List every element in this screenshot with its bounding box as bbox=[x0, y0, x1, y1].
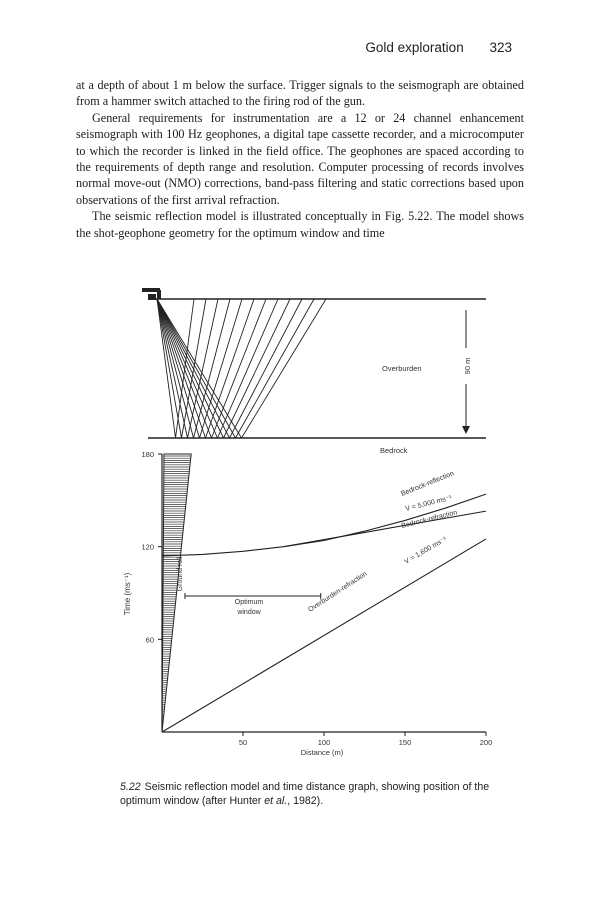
caption-text: Seismic reflection model and time distance graph, showing position of the optimum window (after Hunter bbox=[120, 781, 490, 807]
y-tick-label: 60 bbox=[145, 635, 154, 645]
caption-figure-number: 5.22 bbox=[120, 781, 141, 793]
paragraph: at a depth of about 1 m below the surface. Trigger signals to the seismograph are obtained from a hammer switch attached to the firing rod of the gun. bbox=[76, 78, 524, 109]
v-overburden-label: V = 1,600 ms⁻¹ bbox=[403, 535, 449, 566]
time-distance-chart bbox=[123, 450, 492, 757]
ray-path-down bbox=[157, 299, 188, 438]
caption-text-end: , 1982). bbox=[287, 795, 324, 807]
y-tick-label: 120 bbox=[141, 542, 154, 552]
ground-roll-label: Ground roll bbox=[177, 556, 184, 592]
x-tick-label: 200 bbox=[479, 738, 493, 747]
chapter-title: Gold exploration bbox=[365, 40, 464, 55]
paragraph: General requirements for instrumentation are a 12 or 24 channel enhancement seismograph with 100 Hz geophones, a digital tape cassette recorder, and a microcomputer to which the recorder is linked in the field office. The geophones are spaced according to the requirements of depth range and resolution. Computer processing of records involves normal move-out (NMO) corrections, band-pass filtering and static corrections based upon observations of the first arrival refraction. bbox=[76, 110, 524, 207]
x-axis-label: Distance (m) bbox=[300, 748, 344, 757]
figure-caption bbox=[120, 780, 500, 808]
optimum-window-label-line1: Optimum bbox=[234, 599, 264, 606]
x-tick-label: 50 bbox=[238, 738, 248, 747]
optimum-window-label-line2: window bbox=[237, 609, 261, 616]
series-lines bbox=[162, 494, 486, 732]
ray-path-up bbox=[200, 299, 243, 438]
overburden-label: Overburden bbox=[382, 364, 422, 373]
ray-path-down bbox=[157, 299, 206, 438]
page-number: 323 bbox=[489, 40, 512, 55]
y-tick-label: 180 bbox=[141, 450, 154, 459]
ray-path-up bbox=[242, 299, 327, 438]
figure-5-22 bbox=[110, 282, 500, 760]
bedrock-reflection-label: Bedrock-reflection bbox=[400, 470, 456, 498]
shot-point-icon bbox=[142, 288, 161, 300]
ray-path-up bbox=[224, 299, 291, 438]
running-head bbox=[365, 40, 512, 55]
paragraph: The seismic reflection model is illustrated conceptually in Fig. 5.22. The model shows the shot-geophone geometry for the optimum window and time bbox=[76, 209, 524, 240]
ray-paths bbox=[157, 299, 326, 438]
ground-roll-fan bbox=[162, 454, 191, 732]
overburden-refraction-line bbox=[162, 539, 486, 732]
model-panel bbox=[142, 288, 486, 455]
overburden-refraction-label: Overburden-refraction bbox=[307, 570, 369, 614]
v-bedrock-label: V = 5,000 ms⁻¹ bbox=[404, 494, 453, 513]
bedrock-refraction-label: Bedrock-refraction bbox=[400, 509, 458, 530]
x-ticks bbox=[239, 732, 492, 747]
bedrock-label: Bedrock bbox=[380, 446, 408, 455]
ray-path-up bbox=[206, 299, 255, 438]
caption-et-al: et al. bbox=[264, 795, 288, 807]
x-tick-label: 150 bbox=[398, 738, 412, 747]
depth-label: 90 m bbox=[463, 357, 472, 375]
y-ticks bbox=[141, 450, 162, 644]
ray-path-up bbox=[212, 299, 267, 438]
body-text bbox=[76, 77, 524, 241]
ray-path-down bbox=[157, 299, 194, 438]
x-tick-label: 100 bbox=[317, 738, 331, 747]
ray-path-down bbox=[157, 299, 236, 438]
figure-svg bbox=[110, 282, 500, 760]
y-axis-label: Time (ms⁻¹) bbox=[123, 572, 132, 616]
ray-path-up bbox=[230, 299, 303, 438]
ray-path-down bbox=[157, 299, 212, 438]
